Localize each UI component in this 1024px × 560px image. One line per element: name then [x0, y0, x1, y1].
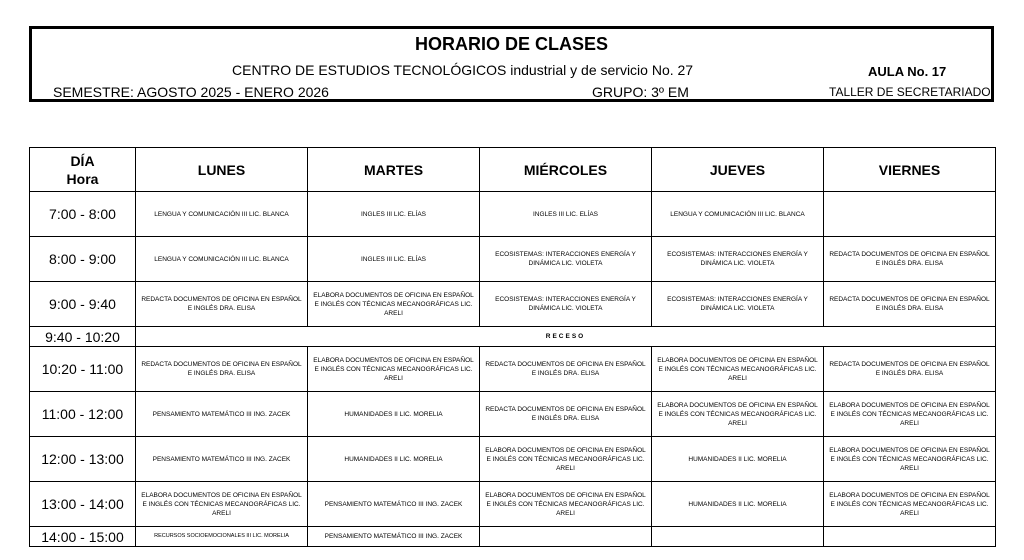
day-hour-header [30, 148, 136, 192]
classroom-label: AULA No. 17 [868, 64, 947, 79]
day-header-tuesday: MARTES [308, 148, 480, 192]
class-cell: ELABORA DOCUMENTOS DE OFICINA EN ESPAÑOL E INGLÉS CON TÉCNICAS MECANOGRÁFICAS LIC. ARELI [652, 347, 824, 392]
workshop-label: TALLER DE SECRETARIADO [829, 85, 991, 99]
class-cell: ELABORA DOCUMENTOS DE OFICINA EN ESPAÑOL E INGLÉS CON TÉCNICAS MECANOGRÁFICAS LIC. ARELI [480, 437, 652, 482]
time-slot: 13:00 - 14:00 [30, 482, 136, 527]
class-cell: ELABORA DOCUMENTOS DE OFICINA EN ESPAÑOL E INGLÉS CON TÉCNICAS MECANOGRÁFICAS LIC. ARELI [480, 482, 652, 527]
class-cell: PENSAMIENTO MATEMÁTICO III ING. ZACEK [308, 482, 480, 527]
day-header-label: DÍA [70, 152, 95, 169]
break-row [30, 327, 996, 347]
class-cell [652, 527, 824, 547]
table-header-row [30, 148, 996, 192]
class-cell: ECOSISTEMAS: INTERACCIONES ENERGÍA Y DINÁMICA LIC. VIOLETA [652, 282, 824, 327]
day-header-wednesday: MIÉRCOLES [480, 148, 652, 192]
class-cell: ELABORA DOCUMENTOS DE OFICINA EN ESPAÑOL E INGLÉS CON TÉCNICAS MECANOGRÁFICAS LIC. ARELI [136, 482, 308, 527]
group-label: GRUPO: 3º EM [592, 84, 689, 100]
class-cell: REDACTA DOCUMENTOS DE OFICINA EN ESPAÑOL E INGLÉS DRA. ELISA [480, 392, 652, 437]
table-row [30, 482, 996, 527]
class-cell: PENSAMIENTO MATEMÁTICO III ING. ZACEK [308, 527, 480, 547]
class-cell [824, 527, 996, 547]
day-header-thursday: JUEVES [652, 148, 824, 192]
page-title: HORARIO DE CLASES [414, 34, 609, 54]
time-slot: 8:00 - 9:00 [30, 237, 136, 282]
day-header-friday: VIERNES [824, 148, 996, 192]
class-cell: ELABORA DOCUMENTOS DE OFICINA EN ESPAÑOL E INGLÉS CON TÉCNICAS MECANOGRÁFICAS LIC. ARELI [824, 392, 996, 437]
class-cell [824, 192, 996, 237]
hour-header-label: Hora [66, 170, 99, 187]
class-cell: ELABORA DOCUMENTOS DE OFICINA EN ESPAÑOL E INGLÉS CON TÉCNICAS MECANOGRÁFICAS LIC. ARELI [824, 437, 996, 482]
class-cell: ELABORA DOCUMENTOS DE OFICINA EN ESPAÑOL E INGLÉS CON TÉCNICAS MECANOGRÁFICAS LIC. ARELI [652, 392, 824, 437]
time-slot: 10:20 - 11:00 [30, 347, 136, 392]
class-cell: REDACTA DOCUMENTOS DE OFICINA EN ESPAÑOL E INGLÉS DRA. ELISA [136, 347, 308, 392]
table-row [30, 237, 996, 282]
class-cell: INGLES III LIC. ELÍAS [308, 237, 480, 282]
class-cell: RECURSOS SOCIOEMOCIONALES III LIC. MORELIA [136, 527, 308, 547]
table-row [30, 527, 996, 547]
time-slot: 14:00 - 15:00 [30, 527, 136, 547]
table-row [30, 437, 996, 482]
table-row [30, 192, 996, 237]
class-cell: REDACTA DOCUMENTOS DE OFICINA EN ESPAÑOL E INGLÉS DRA. ELISA [824, 347, 996, 392]
class-cell: ELABORA DOCUMENTOS DE OFICINA EN ESPAÑOL E INGLÉS CON TÉCNICAS MECANOGRÁFICAS LIC. ARELI [308, 282, 480, 327]
school-name: CENTRO DE ESTUDIOS TECNOLÓGICOS industrial y de servicio No. 27 [232, 62, 694, 78]
class-cell: HUMANIDADES II LIC. MORELIA [308, 392, 480, 437]
class-cell: REDACTA DOCUMENTOS DE OFICINA EN ESPAÑOL E INGLÉS DRA. ELISA [824, 237, 996, 282]
class-cell: PENSAMIENTO MATEMÁTICO III ING. ZACEK [136, 437, 308, 482]
table-row [30, 392, 996, 437]
class-cell: HUMANIDADES II LIC. MORELIA [308, 437, 480, 482]
class-cell: ECOSISTEMAS: INTERACCIONES ENERGÍA Y DINÁMICA LIC. VIOLETA [480, 282, 652, 327]
table-row [30, 282, 996, 327]
class-cell: REDACTA DOCUMENTOS DE OFICINA EN ESPAÑOL E INGLÉS DRA. ELISA [480, 347, 652, 392]
class-cell: LENGUA Y COMUNICACIÓN III LIC. BLANCA [652, 192, 824, 237]
table-row [30, 347, 996, 392]
class-cell: REDACTA DOCUMENTOS DE OFICINA EN ESPAÑOL E INGLÉS DRA. ELISA [136, 282, 308, 327]
class-cell: INGLES III LIC. ELÍAS [480, 192, 652, 237]
break-label: RECESO [136, 327, 996, 347]
class-cell: ELABORA DOCUMENTOS DE OFICINA EN ESPAÑOL E INGLÉS CON TÉCNICAS MECANOGRÁFICAS LIC. ARELI [824, 482, 996, 527]
class-cell: ECOSISTEMAS: INTERACCIONES ENERGÍA Y DINÁMICA LIC. VIOLETA [652, 237, 824, 282]
day-header-monday: LUNES [136, 148, 308, 192]
class-cell: HUMANIDADES II LIC. MORELIA [652, 437, 824, 482]
schedule-table [29, 147, 996, 547]
class-cell: ELABORA DOCUMENTOS DE OFICINA EN ESPAÑOL E INGLÉS CON TÉCNICAS MECANOGRÁFICAS LIC. ARELI [308, 347, 480, 392]
schedule-header [29, 26, 994, 102]
time-slot: 11:00 - 12:00 [30, 392, 136, 437]
time-slot: 9:00 - 9:40 [30, 282, 136, 327]
class-cell [480, 527, 652, 547]
class-cell: LENGUA Y COMUNICACIÓN III LIC. BLANCA [136, 192, 308, 237]
class-cell: PENSAMIENTO MATEMÁTICO III ING. ZACEK [136, 392, 308, 437]
class-cell: INGLES III LIC. ELÍAS [308, 192, 480, 237]
class-cell: ECOSISTEMAS: INTERACCIONES ENERGÍA Y DINÁMICA LIC. VIOLETA [480, 237, 652, 282]
class-cell: REDACTA DOCUMENTOS DE OFICINA EN ESPAÑOL E INGLÉS DRA. ELISA [824, 282, 996, 327]
semester-label: SEMESTRE: AGOSTO 2025 - ENERO 2026 [53, 84, 329, 100]
time-slot: 7:00 - 8:00 [30, 192, 136, 237]
time-slot: 12:00 - 13:00 [30, 437, 136, 482]
break-time-slot: 9:40 - 10:20 [30, 327, 136, 347]
class-cell: LENGUA Y COMUNICACIÓN III LIC. BLANCA [136, 237, 308, 282]
class-cell: HUMANIDADES II LIC. MORELIA [652, 482, 824, 527]
